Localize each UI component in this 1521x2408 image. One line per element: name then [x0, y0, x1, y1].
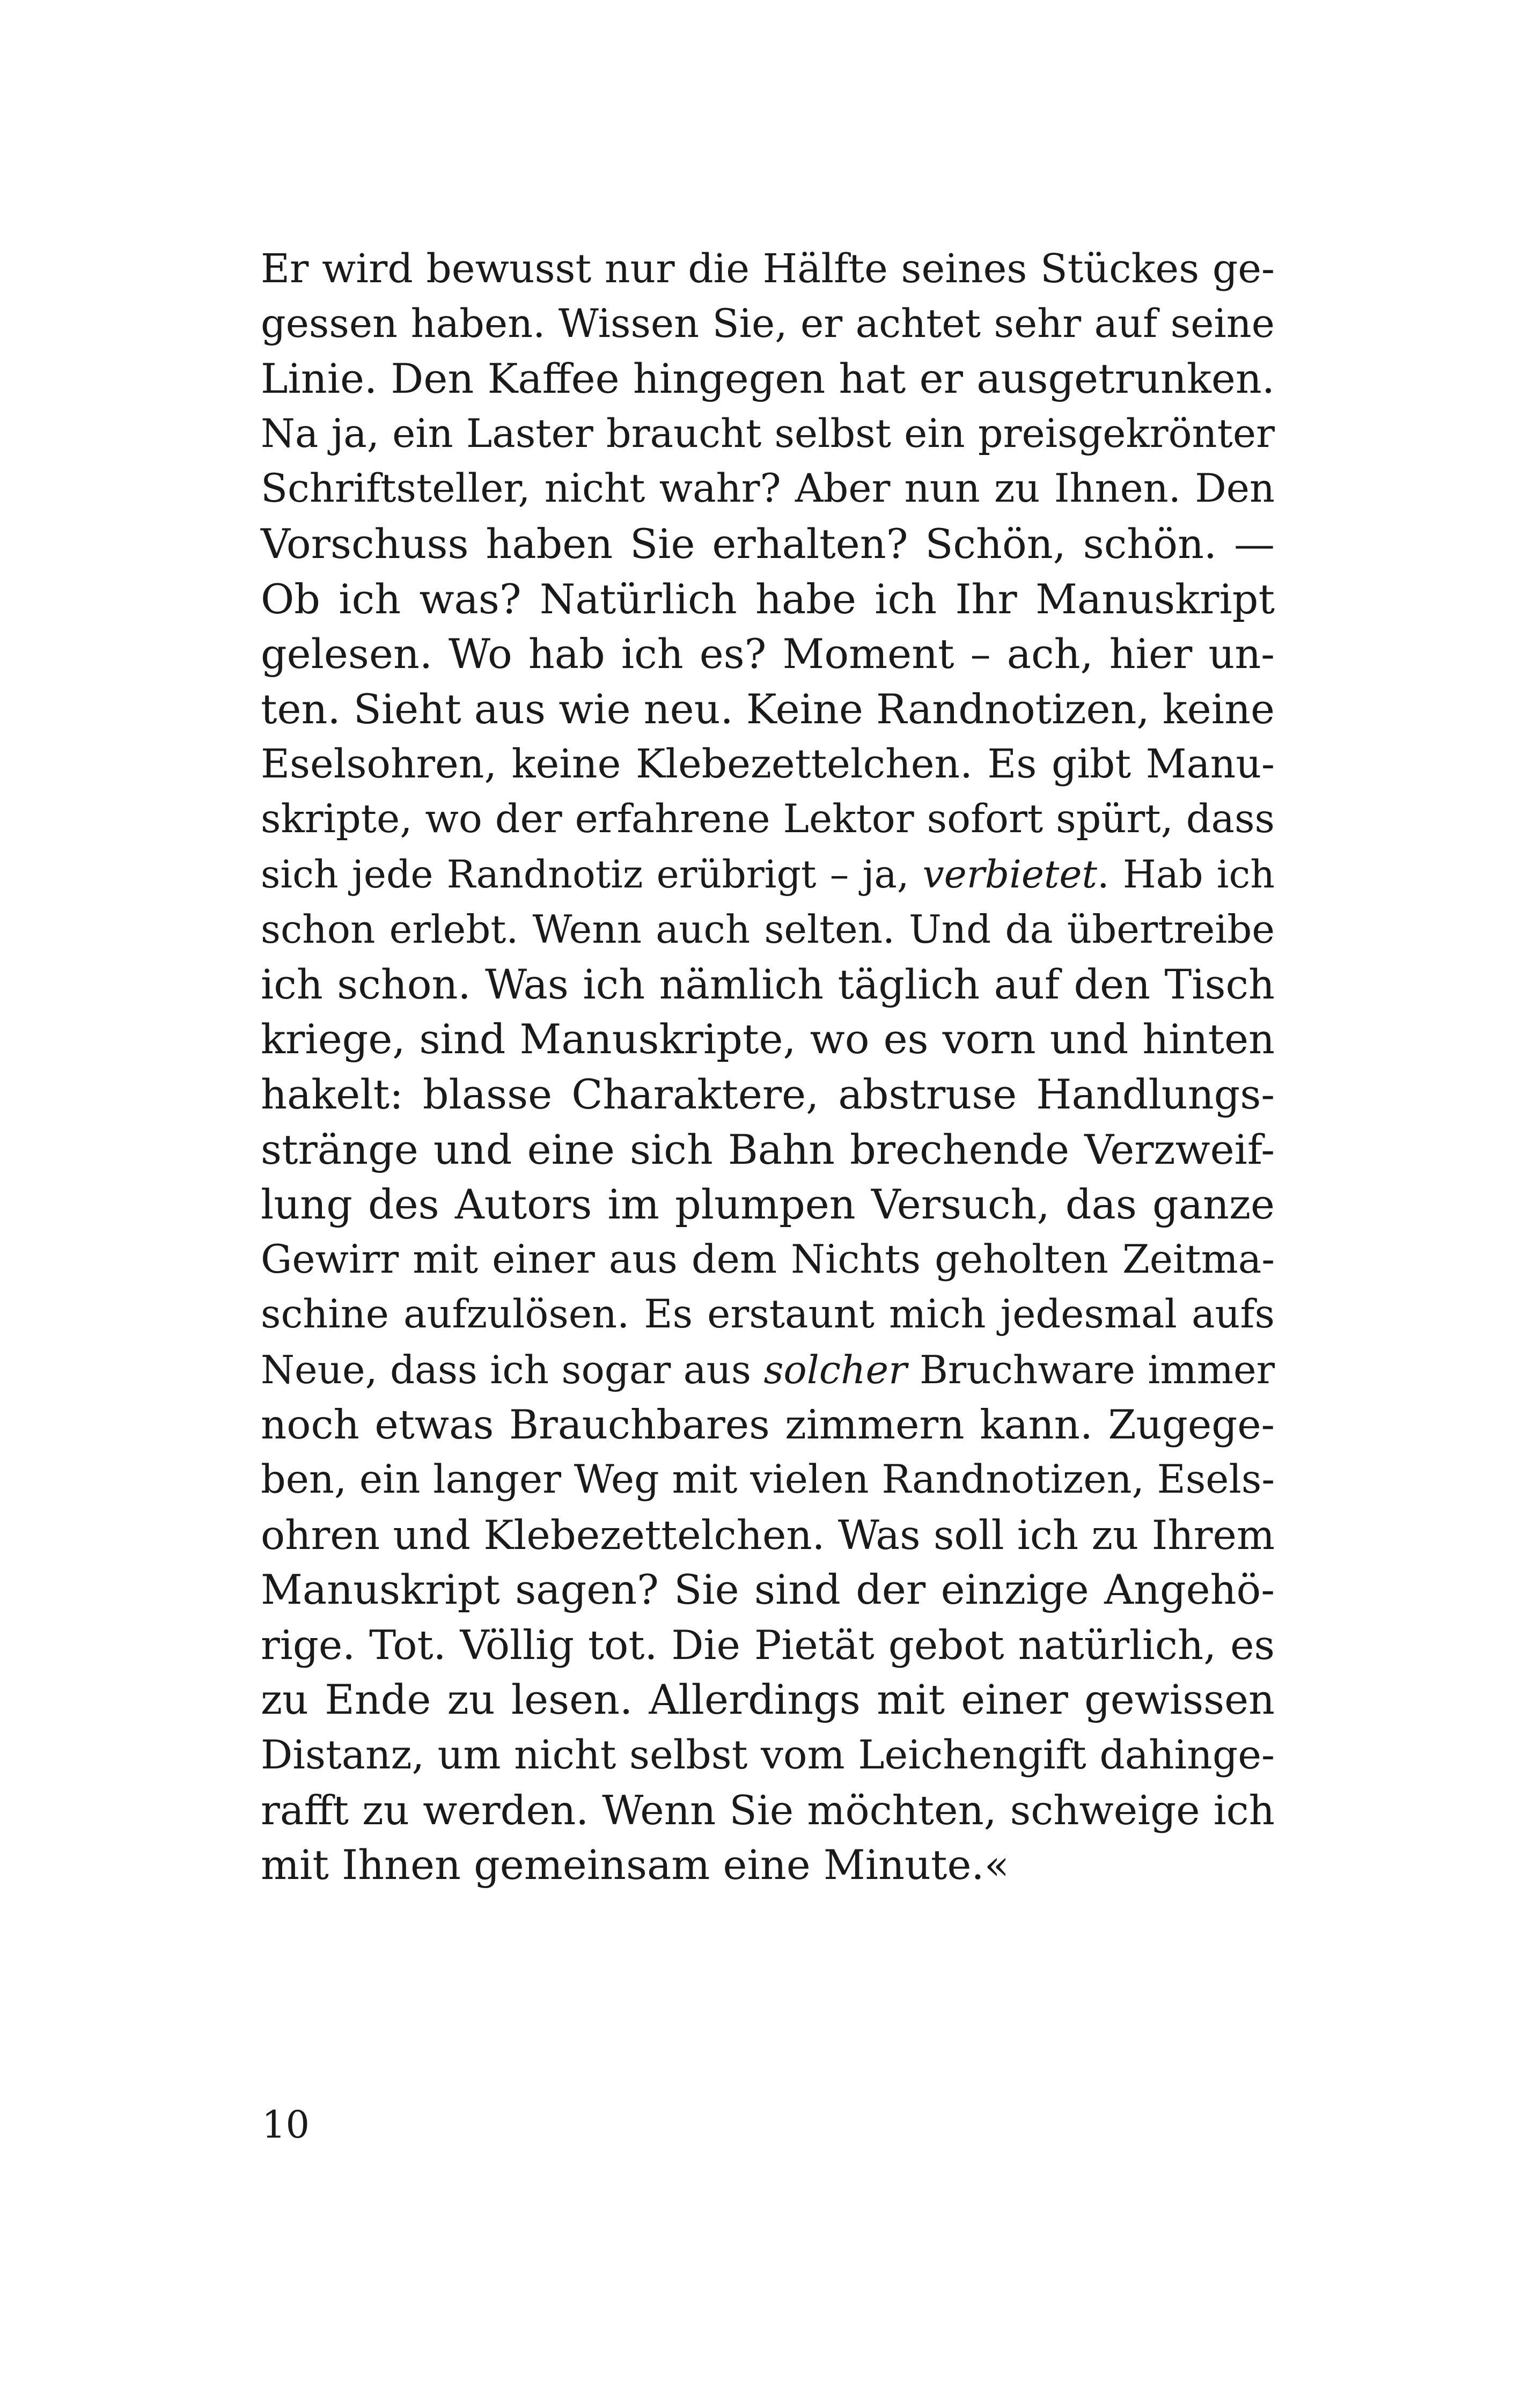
text-line: ten. Sieht aus wie neu. Keine Randnotizen, keine — [261, 685, 1275, 733]
text-line: rige. Tot. Völlig tot. Die Pietät gebot natürlich, es — [261, 1621, 1275, 1669]
text-line: Neue, dass ich sogar aus solcher Bruchware immer — [261, 1347, 1275, 1392]
text-line: Linie. Den Kaffee hingegen hat er ausgetrunken. — [261, 355, 1275, 403]
text-line: Manuskript sagen? Sie sind der einzige Angehö- — [261, 1566, 1275, 1614]
italic-word: solcher — [763, 1347, 907, 1392]
text-line: ich schon. Was ich nämlich täglich auf den Tisch — [261, 960, 1275, 1008]
text-line: gelesen. Wo hab ich es? Moment – ach, hier un- — [261, 630, 1275, 678]
text-line: skripte, wo der erfahrene Lektor sofort spürt, dass — [261, 796, 1275, 842]
page-number: 10 — [262, 2103, 310, 2147]
text-line: Vorschuss haben Sie erhalten? Schön, schön. — — [261, 519, 1275, 568]
text-line: Schriftsteller, nicht wahr? Aber nun zu Ihnen. Den — [261, 466, 1275, 512]
text-line: Na ja, ein Laster braucht selbst ein preisgekrönter — [261, 410, 1275, 457]
text-line: Distanz, um nicht selbst vom Leichengift dahinge- — [261, 1732, 1275, 1779]
text-line: hakelt: blasse Charaktere, abstruse Handlungs- — [261, 1070, 1275, 1118]
text-line: schon erlebt. Wenn auch selten. Und da übertreibe — [261, 907, 1275, 952]
text-line: Gewirr mit einer aus dem Nichts geholten Zeitma- — [261, 1236, 1275, 1282]
text-line: ohren und Klebezettelchen. Was soll ich zu Ihrem — [261, 1511, 1275, 1559]
text-line: gessen haben. Wissen Sie, er achtet sehr auf seine — [261, 300, 1275, 347]
text-line: mit Ihnen gemeinsam eine Minute.« — [261, 1841, 1010, 1889]
text-line: sich jede Randnotiz erübrigt – ja, verbietet. Hab ich — [261, 851, 1275, 897]
text-line: ben, ein langer Weg mit vielen Randnotizen, Esels- — [261, 1457, 1275, 1503]
text-line: lung des Autors im plumpen Versuch, das ganze — [261, 1180, 1275, 1229]
text-line: rafft zu werden. Wenn Sie möchten, schweige ich — [261, 1786, 1275, 1834]
body-text — [261, 241, 1275, 1893]
italic-word: verbietet — [922, 851, 1097, 897]
text-line: zu Ende zu lesen. Allerdings mit einer gewissen — [261, 1676, 1275, 1724]
text-line: Er wird bewusst nur die Hälfte seines Stückes ge- — [261, 246, 1275, 292]
text-line: schine aufzulösen. Es erstaunt mich jedesmal aufs — [261, 1291, 1275, 1338]
text-line: Eselsohren, keine Klebezettelchen. Es gibt Manu- — [261, 741, 1275, 788]
text-line: stränge und eine sich Bahn brechende Verzweif- — [261, 1125, 1275, 1173]
text-line: Ob ich was? Natürlich habe ich Ihr Manuskript — [261, 575, 1275, 623]
text-line: noch etwas Brauchbares zimmern kann. Zugege- — [261, 1401, 1275, 1449]
text-line: kriege, sind Manuskripte, wo es vorn und hinten — [261, 1015, 1275, 1063]
